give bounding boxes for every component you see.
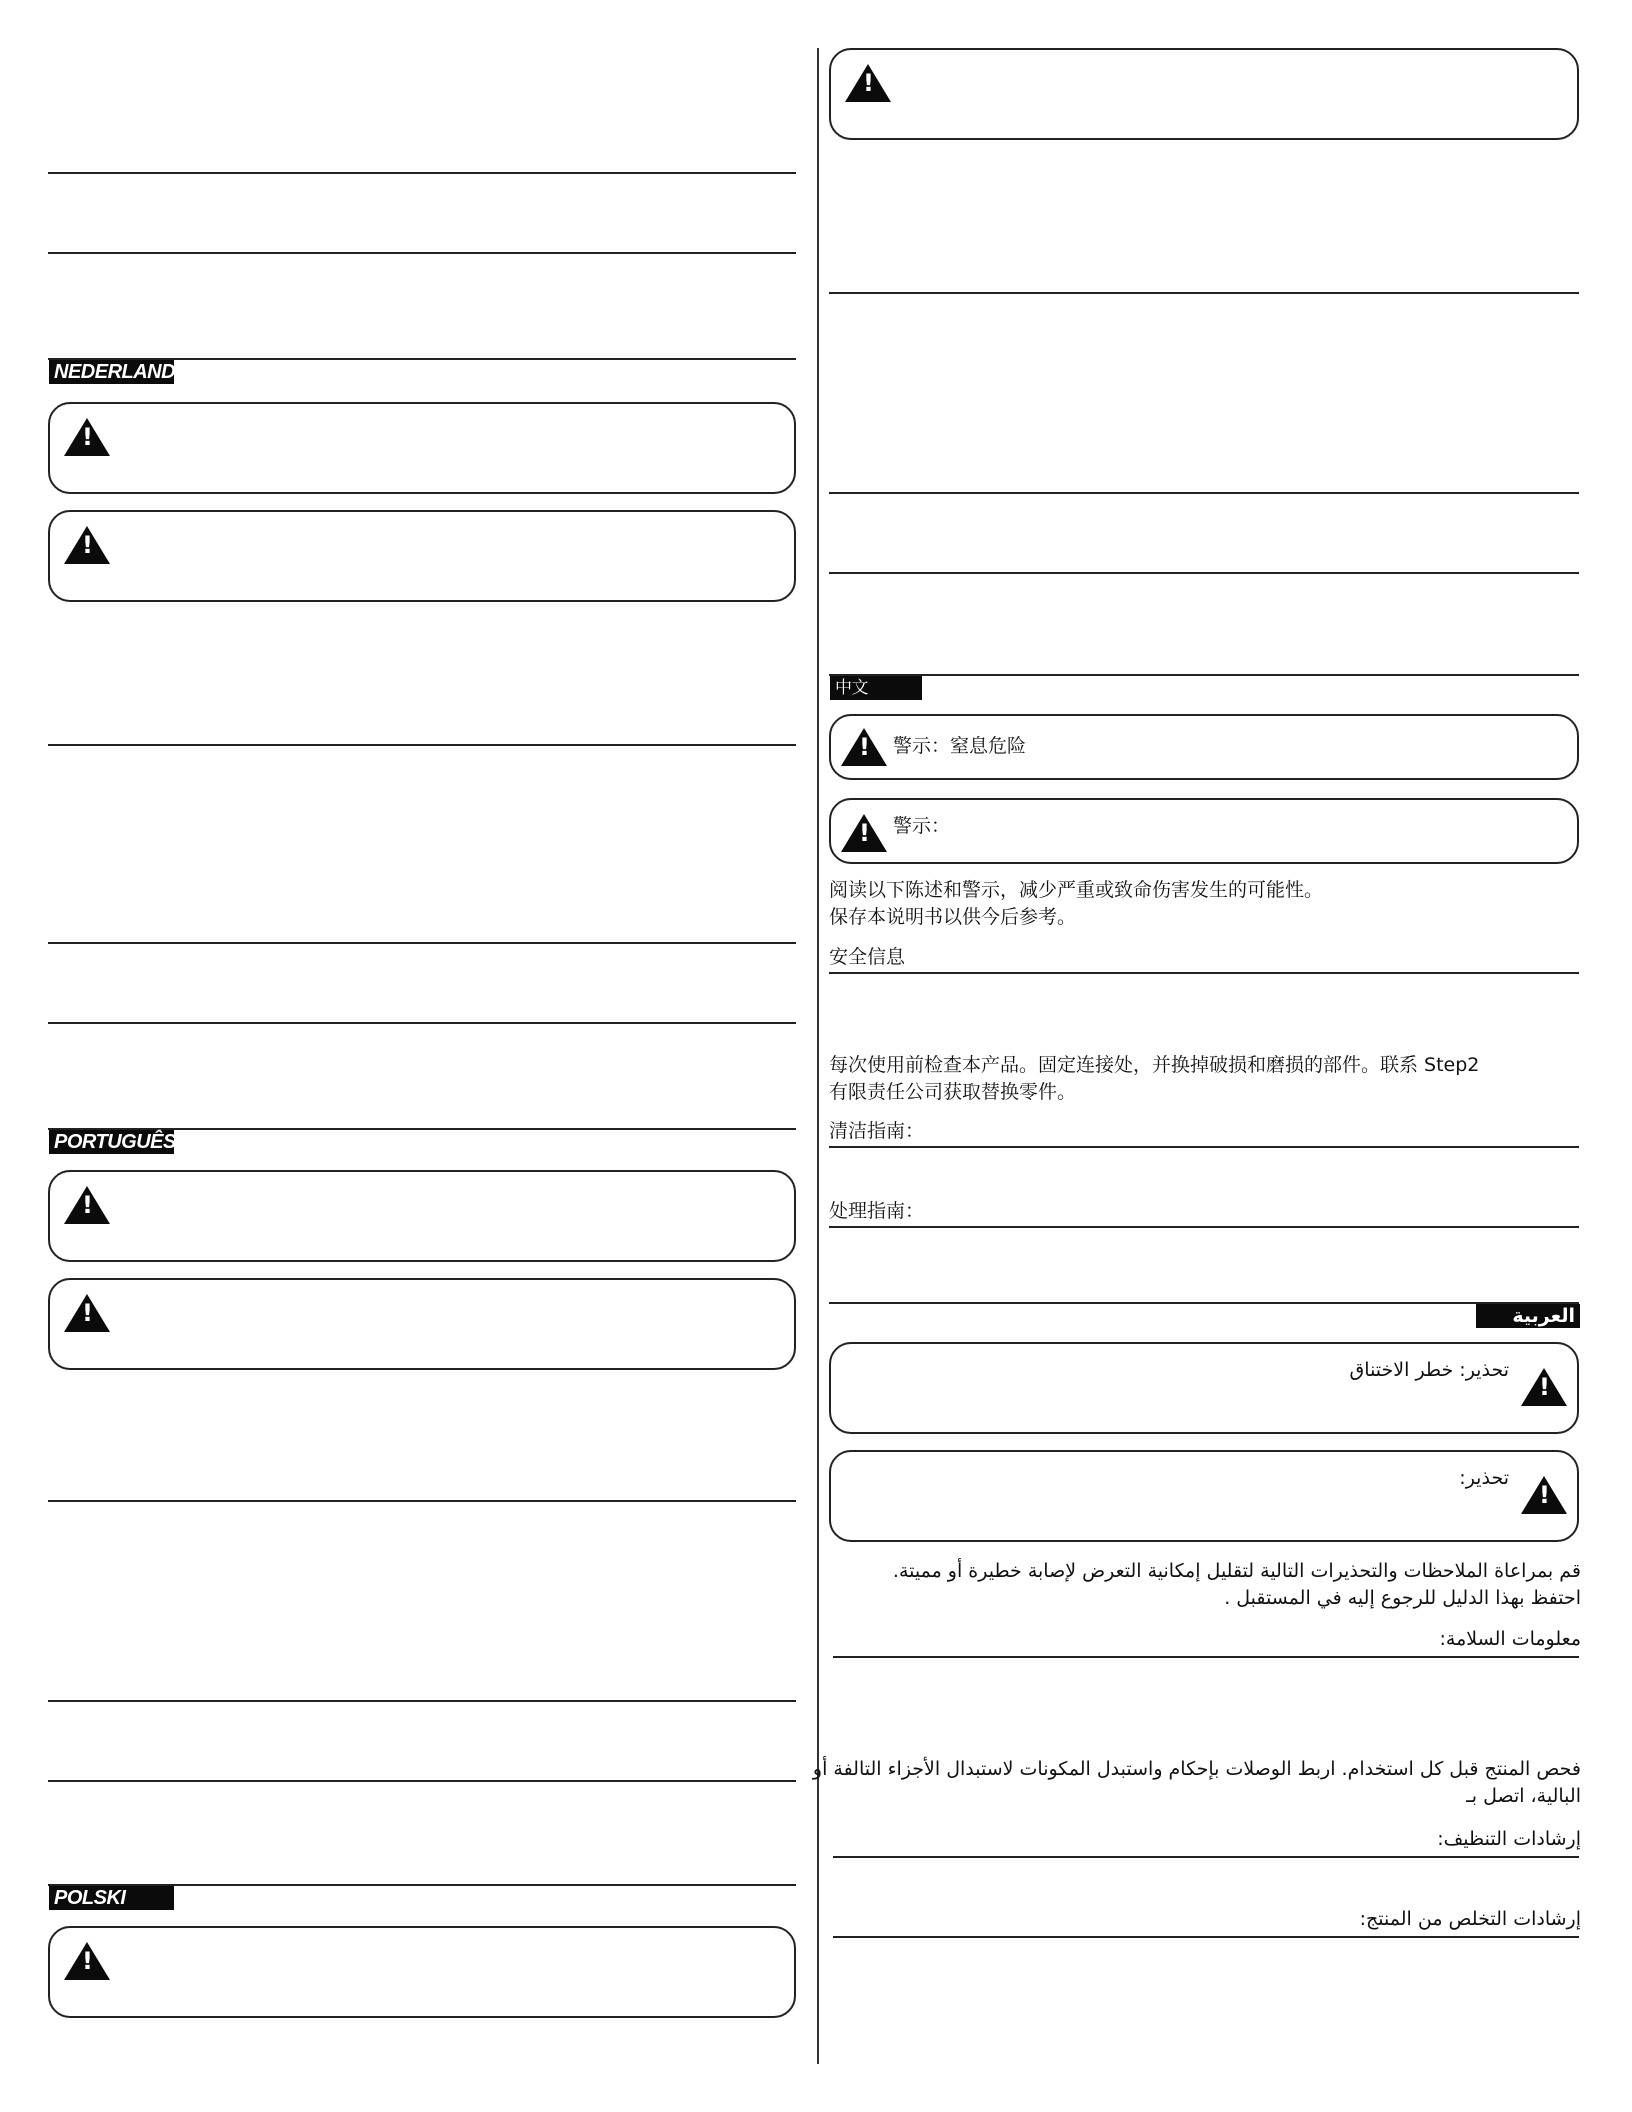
intro-text: قم بمراعاة الملاحظات والتحذيرات التالية لتقليل إمكانية التعرض لإصابة خطيرة أو مميتة. [892,1560,1581,1582]
warning-text: تحذير: [1459,1467,1509,1489]
section-rule [829,572,1579,574]
intro-text: 阅读以下陈述和警示，减少严重或致命伤害发生的可能性。 [829,879,1324,901]
section-rule [829,292,1579,294]
warning-text: 警示： [893,815,951,837]
warning-box [829,1450,1579,1542]
section-rule [48,1500,796,1502]
language-heading-pt: PORTUGUÊS [49,1130,174,1154]
warning-triangle-icon [841,814,887,852]
warning-triangle-icon [64,1294,110,1332]
warning-box [48,1278,796,1370]
warning-triangle-icon [64,1942,110,1980]
section-rule [829,674,1579,676]
language-heading-ar: العربية [1476,1304,1580,1328]
warning-triangle-icon [841,728,887,766]
inspection-text: 每次使用前检查本产品。固定连接处，并换掉破损和磨损的部件。联系 Step2 [829,1054,1480,1076]
section-rule [829,1146,1579,1148]
section-rule [48,172,796,174]
section-rule [48,1022,796,1024]
section-rule [833,1936,1579,1938]
section-rule [829,972,1579,974]
section-rule [48,744,796,746]
warning-box [829,798,1579,864]
section-rule [829,1226,1579,1228]
section-rule [48,1700,796,1702]
section-rule [48,252,796,254]
section-rule [829,1302,1579,1304]
section-rule [833,1656,1579,1658]
warning-box [48,1926,796,2018]
safety-info-title: 安全信息 [829,946,906,968]
section-rule [48,942,796,944]
intro-text: احتفظ بهذا الدليل للرجوع إليه في المستقبل . [1224,1587,1581,1609]
language-heading-pl: POLSKI [49,1886,174,1910]
warning-box [829,714,1579,780]
warning-text: تحذير: خطر الاختناق [1349,1359,1509,1381]
inspection-text: 有限责任公司获取替换零件。 [829,1081,1077,1103]
section-rule [48,1780,796,1782]
disposal-title: إرشادات التخلص من المنتج: [1359,1908,1581,1930]
cleaning-title: إرشادات التنظيف: [1437,1828,1581,1850]
language-heading-zh: 中文 [830,676,922,700]
warning-box [829,48,1579,140]
warning-triangle-icon [64,1186,110,1224]
warning-triangle-icon [1521,1476,1567,1514]
warning-triangle-icon [1521,1368,1567,1406]
warning-box [48,1170,796,1262]
inspection-text: البالية، اتصل بـ [1466,1785,1581,1807]
warning-triangle-icon [64,418,110,456]
inspection-text: فحص المنتج قبل كل استخدام. اربط الوصلات بإحكام واستبدل المكونات لاستبدال الأجزاء التالفة أو [812,1758,1581,1780]
language-heading-nl: NEDERLANDS [49,360,174,384]
section-rule [829,492,1579,494]
disposal-title: 处理指南： [829,1200,925,1222]
warning-triangle-icon [845,64,891,102]
cleaning-title: 清洁指南： [829,1120,925,1142]
section-rule [833,1856,1579,1858]
safety-info-title: معلومات السلامة: [1439,1628,1581,1650]
warning-box [48,510,796,602]
warning-box [48,402,796,494]
warning-text: 警示：窒息危险 [893,735,1027,757]
warning-box [829,1342,1579,1434]
warning-triangle-icon [64,526,110,564]
intro-text: 保存本说明书以供今后参考。 [829,906,1077,928]
